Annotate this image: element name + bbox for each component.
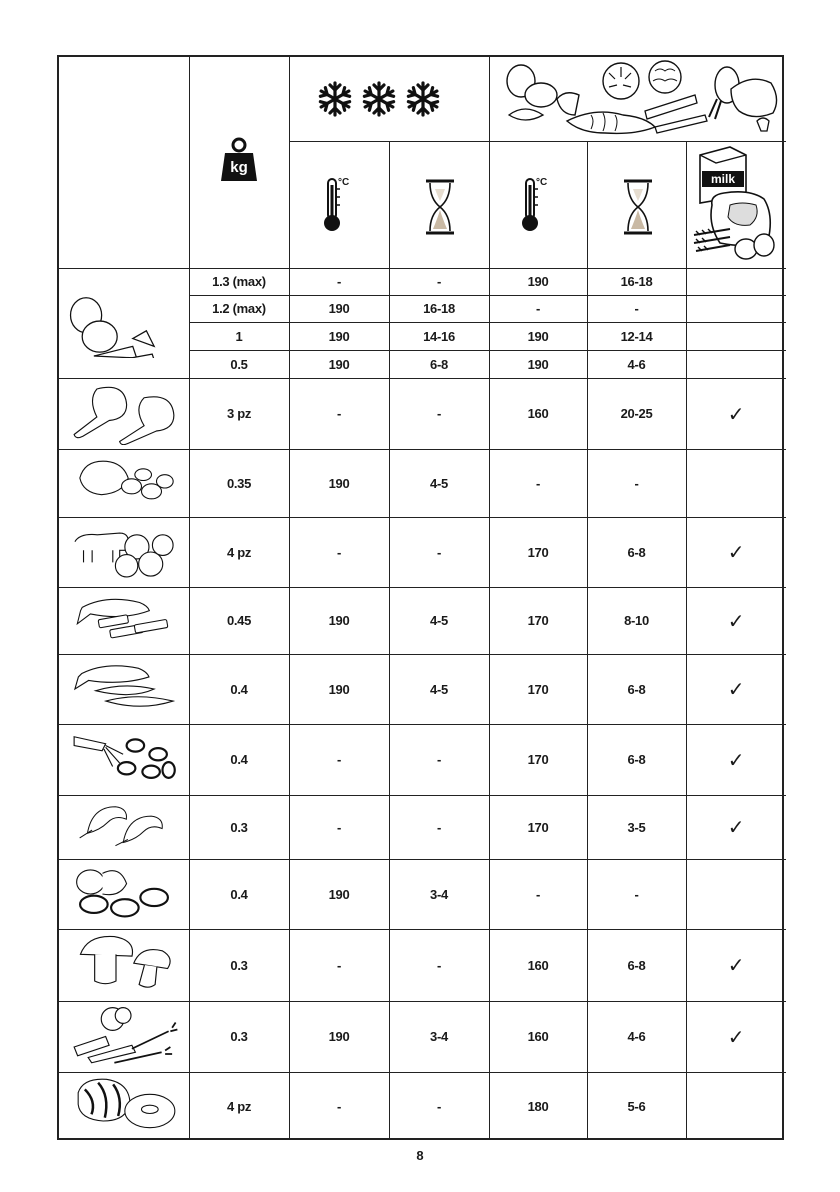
- frozen-temp-cell: 190: [328, 613, 350, 628]
- snowflake-icon: [315, 79, 355, 119]
- frozen-time-cell: 16-18: [423, 301, 455, 316]
- shake-check-cell: ✓: [727, 540, 745, 564]
- weight-cell: 0.4: [230, 752, 248, 767]
- fish-fillets-icon: [63, 658, 185, 720]
- frozen-time-cell: 4-5: [430, 613, 448, 628]
- fresh-temp-cell: 160: [527, 957, 549, 973]
- shake-check-cell: ✓: [727, 1024, 745, 1049]
- frozen-time-cell: -: [436, 544, 442, 560]
- shake-check-cell: ✓: [727, 815, 745, 839]
- frozen-time-cell: 4-5: [430, 475, 448, 491]
- fresh-temp-cell: 160: [527, 406, 549, 421]
- frozen-time-cell: 6-8: [430, 356, 448, 372]
- frozen-time-cell: 4-5: [430, 681, 448, 697]
- fresh-temp-cell: 190: [527, 274, 549, 289]
- shake-check-cell: ✓: [727, 677, 745, 701]
- frozen-temp-cell: -: [336, 819, 342, 835]
- weight-cell: 0.3: [230, 957, 248, 973]
- mushroom-icon: [63, 933, 185, 997]
- squid-rings-icon: [63, 728, 185, 791]
- frozen-temp-cell: 190: [328, 886, 350, 902]
- fresh-time-cell: 16-18: [620, 274, 653, 289]
- donut-icon: [63, 1076, 185, 1136]
- frozen-temp-cell: 190: [328, 301, 350, 316]
- weight-cell: 1.2 (max): [212, 301, 266, 316]
- weight-cell: 4 pz: [226, 544, 252, 560]
- frozen-hourglass-icon: [420, 177, 460, 237]
- frozen-temp-cell: -: [336, 752, 342, 767]
- frozen-time-cell: -: [436, 406, 442, 421]
- celsius-unit: °C: [338, 177, 350, 188]
- frozen-time-cell: 14-16: [423, 328, 455, 344]
- frozen-temp-cell: 190: [328, 681, 350, 697]
- celsius-unit: °C: [536, 177, 548, 188]
- weight-cell: 0.4: [230, 886, 248, 902]
- fresh-time-cell: 5-6: [627, 1098, 646, 1114]
- frozen-time-cell: -: [436, 274, 442, 289]
- frozen-temp-cell: -: [336, 1098, 342, 1114]
- shake-check-cell: [686, 268, 786, 295]
- weight-kg-label: kg: [230, 159, 248, 176]
- cooking-table: [57, 55, 784, 1140]
- frozen-time-cell: -: [436, 957, 442, 973]
- milk-flour-icon: [690, 145, 778, 263]
- fresh-time-cell: -: [634, 301, 639, 316]
- fresh-time-cell: 6-8: [627, 752, 646, 767]
- fresh-time-cell: 4-6: [627, 1029, 646, 1044]
- fresh-temp-cell: 180: [527, 1098, 549, 1114]
- weight-cell: 1: [235, 328, 243, 344]
- fresh-temp-cell: -: [535, 301, 541, 316]
- shake-check-cell: ✓: [727, 401, 745, 426]
- shake-check-cell: [686, 350, 786, 378]
- fresh-temp-cell: -: [535, 475, 541, 491]
- frozen-time-cell: 3-4: [430, 1029, 448, 1044]
- frozen-time-cell: 3-4: [430, 886, 448, 902]
- frozen-time-cell: -: [436, 1098, 442, 1114]
- beef-meatballs-icon: [63, 521, 185, 583]
- frozen-temp-cell: -: [336, 406, 342, 421]
- snowflake-icon: [359, 79, 399, 119]
- fresh-temp-cell: -: [535, 886, 541, 902]
- fresh-time-cell: -: [634, 886, 639, 902]
- frozen-temp-cell: 190: [328, 1029, 350, 1044]
- frozen-temp-cell: 190: [328, 356, 350, 372]
- fresh-time-cell: 6-8: [627, 957, 646, 973]
- fresh-temp-cell: 170: [527, 613, 549, 628]
- chicken-drumsticks-icon: [63, 382, 185, 445]
- snowflake-icon: [403, 79, 443, 119]
- weight-cell: 1.3 (max): [212, 274, 266, 289]
- frozen-temp-cell: -: [336, 957, 342, 973]
- fresh-thermometer-icon: [519, 175, 559, 235]
- frozen-temp-cell: 190: [328, 475, 350, 491]
- fresh-temp-cell: 170: [527, 819, 549, 835]
- shake-check-cell: ✓: [727, 608, 745, 633]
- fresh-time-cell: 6-8: [627, 681, 646, 697]
- weight-cell: 0.4: [230, 681, 248, 697]
- fresh-time-cell: 3-5: [627, 819, 646, 835]
- shake-check-cell: [686, 1072, 786, 1140]
- shake-check-cell: [686, 295, 786, 322]
- frozen-temp-cell: 190: [328, 328, 350, 344]
- frozen-temp-cell: -: [336, 544, 342, 560]
- fresh-temp-cell: 160: [527, 1029, 549, 1044]
- chicken-nuggets-icon: [63, 453, 185, 513]
- weight-kg-icon: [219, 137, 259, 183]
- fresh-time-cell: -: [634, 475, 639, 491]
- weight-cell: 0.3: [230, 1029, 248, 1044]
- weight-cell: 4 pz: [226, 1098, 252, 1114]
- weight-cell: 0.35: [226, 475, 252, 491]
- page-number: 8: [416, 1148, 424, 1163]
- shake-check-cell: [686, 859, 786, 929]
- onion-rings-icon: [63, 863, 185, 925]
- weight-cell: 0.3: [230, 819, 248, 835]
- fresh-temp-cell: 170: [527, 544, 549, 560]
- frozen-time-cell: -: [436, 819, 442, 835]
- fresh-hourglass-icon: [618, 177, 658, 237]
- fresh-temp-cell: 190: [527, 328, 549, 344]
- shake-check-cell: [686, 322, 786, 350]
- shake-check-cell: [686, 449, 786, 517]
- fish-sticks-icon: [63, 591, 185, 650]
- milk-label: milk: [710, 172, 735, 186]
- frozen-temp-cell: -: [336, 274, 342, 289]
- fresh-temp-cell: 170: [527, 752, 549, 767]
- weight-cell: 0.5: [230, 356, 248, 372]
- fresh-temp-cell: 170: [527, 681, 549, 697]
- weight-cell: 3 pz: [226, 406, 252, 421]
- shrimp-icon: [63, 799, 185, 855]
- frozen-time-cell: -: [436, 752, 442, 767]
- fresh-time-cell: 20-25: [620, 406, 653, 421]
- weight-cell: 0.45: [226, 613, 252, 628]
- shake-check-cell: ✓: [727, 953, 745, 977]
- shake-check-cell: ✓: [727, 747, 745, 772]
- header-divider: [289, 141, 786, 142]
- vegetables-icon: [63, 1005, 185, 1068]
- fresh-time-cell: 4-6: [627, 356, 646, 372]
- fresh-food-icon: [495, 59, 785, 139]
- fresh-time-cell: 6-8: [627, 544, 646, 560]
- fresh-time-cell: 8-10: [624, 613, 649, 628]
- fresh-temp-cell: 190: [527, 356, 549, 372]
- frozen-thermometer-icon: [321, 175, 361, 235]
- potato-wedges-icon: [63, 272, 185, 374]
- fresh-time-cell: 12-14: [620, 328, 653, 344]
